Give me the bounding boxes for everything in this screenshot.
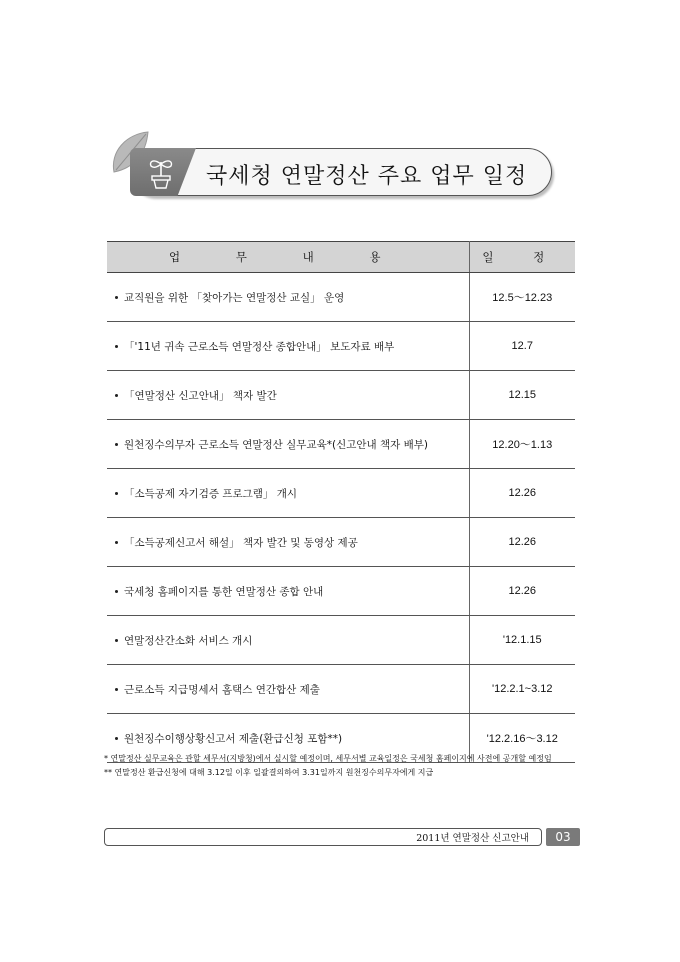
footnote-education: * 연말정산 실무교육은 관할 세무서(지방청)에서 실시할 예정이며, 세무서별 교육일정은 국세청 홈페이지에 사전에 공개할 예정임 bbox=[104, 754, 552, 763]
date-cell: 12.26 bbox=[469, 567, 575, 616]
date-cell: 12.15 bbox=[469, 371, 575, 420]
date-cell: '12.2.16～3.12 bbox=[469, 714, 575, 763]
task-cell bbox=[107, 469, 469, 518]
page-number: 03 bbox=[546, 828, 580, 846]
table-header-row bbox=[107, 242, 575, 273]
date-cell: 12.5～12.23 bbox=[469, 273, 575, 322]
date-cell: '12.1.15 bbox=[469, 616, 575, 665]
bullet-icon bbox=[115, 737, 118, 740]
task-text: 원천징수이행상황신고서 제출(환급신청 포함**) bbox=[124, 732, 343, 745]
schedule-table bbox=[107, 241, 575, 763]
table-row bbox=[107, 616, 575, 665]
table-row bbox=[107, 518, 575, 567]
date-cell: 12.26 bbox=[469, 469, 575, 518]
footnote-refund: ** 연말정산 환급신청에 대해 3.12일 이후 일괄결의하여 3.31일까지 원천징수의무자에게 지급 bbox=[104, 768, 434, 777]
task-text: 「'11년 귀속 근로소득 연말정산 종합안내」 보도자료 배부 bbox=[124, 340, 395, 353]
task-text: 국세청 홈페이지를 통한 연말정산 종합 안내 bbox=[124, 585, 324, 598]
task-cell bbox=[107, 273, 469, 322]
task-text: 「소득공제신고서 해설」 책자 발간 및 동영상 제공 bbox=[124, 536, 358, 549]
bullet-icon bbox=[115, 394, 118, 397]
table-row bbox=[107, 665, 575, 714]
task-text: 원천징수의무자 근로소득 연말정산 실무교육*(신고안내 책자 배부) bbox=[124, 438, 428, 451]
footnotes bbox=[104, 753, 582, 781]
bullet-icon bbox=[115, 541, 118, 544]
task-text: 「연말정산 신고안내」 책자 발간 bbox=[124, 389, 277, 402]
table-row bbox=[107, 322, 575, 371]
bullet-icon bbox=[115, 345, 118, 348]
column-header-date: 일 정 bbox=[469, 242, 575, 273]
task-cell bbox=[107, 616, 469, 665]
date-cell: 12.26 bbox=[469, 518, 575, 567]
task-text: 연말정산간소화 서비스 개시 bbox=[124, 634, 253, 647]
bullet-icon bbox=[115, 492, 118, 495]
date-cell: 12.20～1.13 bbox=[469, 420, 575, 469]
task-cell bbox=[107, 420, 469, 469]
task-cell bbox=[107, 665, 469, 714]
task-cell bbox=[107, 518, 469, 567]
column-header-task: 업 무 내 용 bbox=[107, 242, 469, 273]
page-title: 국세청 연말정산 주요 업무 일정 bbox=[206, 164, 528, 189]
bullet-icon bbox=[115, 688, 118, 691]
bullet-icon bbox=[115, 296, 118, 299]
task-text: 「소득공제 자기검증 프로그램」 개시 bbox=[124, 487, 298, 500]
footer-bar bbox=[104, 828, 542, 846]
bullet-icon bbox=[115, 590, 118, 593]
bullet-icon bbox=[115, 639, 118, 642]
task-cell bbox=[107, 322, 469, 371]
task-cell bbox=[107, 567, 469, 616]
bullet-icon bbox=[115, 443, 118, 446]
task-text: 근로소득 지급명세서 홈택스 연간합산 제출 bbox=[124, 683, 320, 696]
task-cell bbox=[107, 371, 469, 420]
page-footer bbox=[104, 828, 578, 848]
date-cell: '12.2.1~3.12 bbox=[469, 665, 575, 714]
table-row bbox=[107, 273, 575, 322]
date-cell: 12.7 bbox=[469, 322, 575, 371]
table-row bbox=[107, 420, 575, 469]
footer-guide-title: 2011년 연말정산 신고안내 bbox=[416, 833, 529, 844]
table-row bbox=[107, 371, 575, 420]
task-text: 교직원을 위한 「찾아가는 연말정산 교실」 운영 bbox=[124, 291, 345, 304]
title-banner bbox=[108, 128, 560, 208]
table-row bbox=[107, 469, 575, 518]
table-row bbox=[107, 567, 575, 616]
sprout-pot-icon bbox=[141, 152, 181, 192]
